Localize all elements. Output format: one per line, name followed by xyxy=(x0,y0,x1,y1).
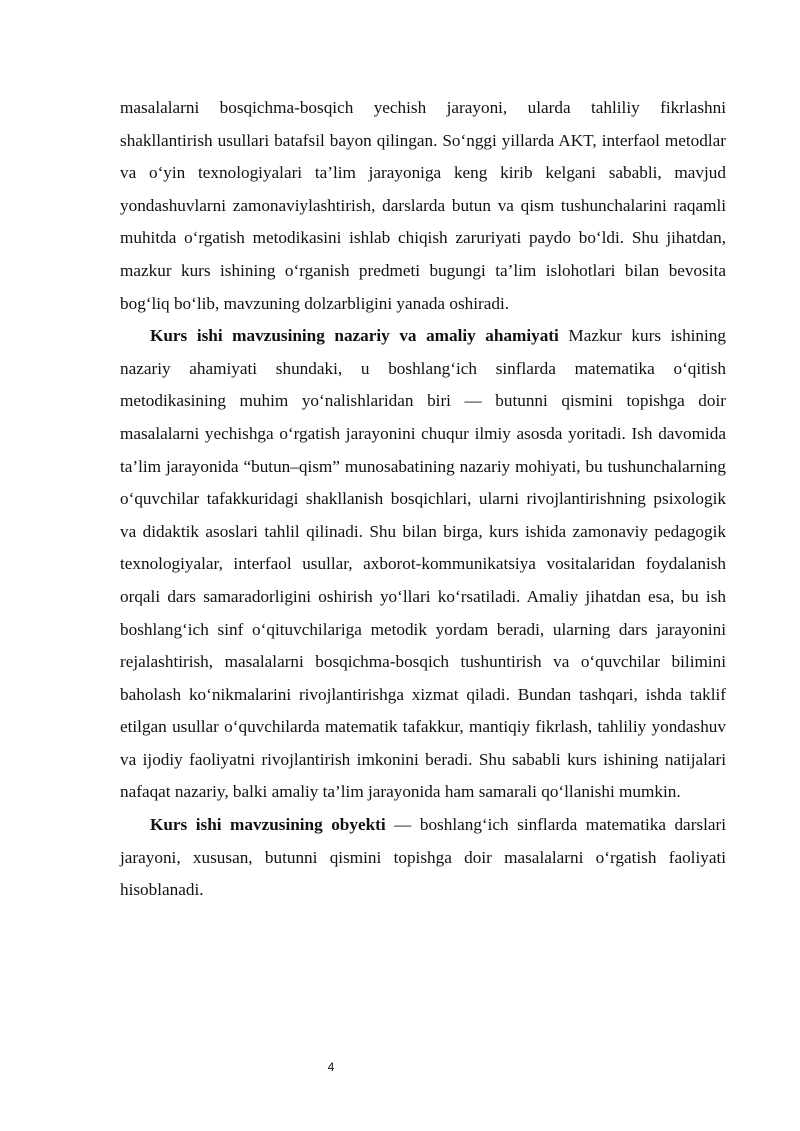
paragraph-continuation xyxy=(120,92,726,320)
page-number: 4 xyxy=(327,1060,335,1074)
paragraph-heading: Kurs ishi mavzusining obyekti xyxy=(150,815,386,835)
paragraph-text: masalalarni bosqichma-bosqich yechish jarayoni, ularda tahliliy fikrlashni shakllantirish usullari batafsil bayon qilingan. So‘nggi yillarda AKT, interfaol metodlar va o‘yin texnologiyalari ta’lim jarayoniga keng kirib kelgani sababli, mavjud yondashuvlarni zamonaviylashtirish, darslarda butun va qism tushunchalarini raqamli muhitda o‘rgatish metodikasini ishlab chiqish zaruriyati paydo bo‘ldi. Shu jihatdan, mazkur kurs ishining o‘rganish predmeti bugungi ta’lim islohotlari bilan bevosita bog‘liq bo‘lib, mavzuning dolzarbligini yanada oshiradi. xyxy=(120,98,726,313)
paragraph-text: — boshlang‘ich sinflarda matematika darslari jarayoni, xususan, butunni qismini topishga doir masalalarni o‘rgatish faoliyati hisoblanadi. xyxy=(120,815,727,900)
document-page xyxy=(120,92,726,907)
paragraph-significance xyxy=(120,320,726,809)
paragraph-heading: Kurs ishi mavzusining nazariy va amaliy ahamiyati xyxy=(150,326,559,346)
paragraph-text: Mazkur kurs ishining nazariy ahamiyati shundaki, u boshlang‘ich sinflarda matematika o‘qitish metodikasining muhim yo‘nalishlaridan biri — butunni qismini topishga doir masalalarni yechishga o‘rgatish jarayonini chuqur ilmiy asosda yoritadi. Ish davomida ta’lim jarayonida “butun–qism” munosabatining nazariy mohiyati, bu tushunchalarning o‘quvchilar tafakkuridagi shakllanish bosqichlari, ularni rivojlantirishning psixologik va didaktik asoslari tahlil qilinadi. Shu bilan birga, kurs ishida zamonaviy pedagogik texnologiyalar, interfaol usullar, axborot-kommunikatsiya vositalaridan foydalanish orqali dars samaradorligini oshirish yo‘llari ko‘rsatiladi. Amaliy jihatdan esa, bu ish boshlang‘ich sinf o‘qituvchilariga metodik yordam beradi, ularning dars jarayonini rejalashtirish, masalalarni bosqichma-bosqich tushuntirish va o‘quvchilar bilimini baholash ko‘nikmalarini rivojlantirishga xizmat qiladi. Bundan tashqari, ishda taklif etilgan usullar o‘quvchilarda matematik tafakkur, mantiqiy fikrlash, tahliliy yondashuv va ijodiy faoliyatni rivojlantirish imkonini beradi. Shu sababli kurs ishining natijalari nafaqat nazariy, balki amaliy ta’lim jarayonida ham samarali qo‘llanishi mumkin. xyxy=(120,326,726,802)
paragraph-object xyxy=(120,809,726,907)
